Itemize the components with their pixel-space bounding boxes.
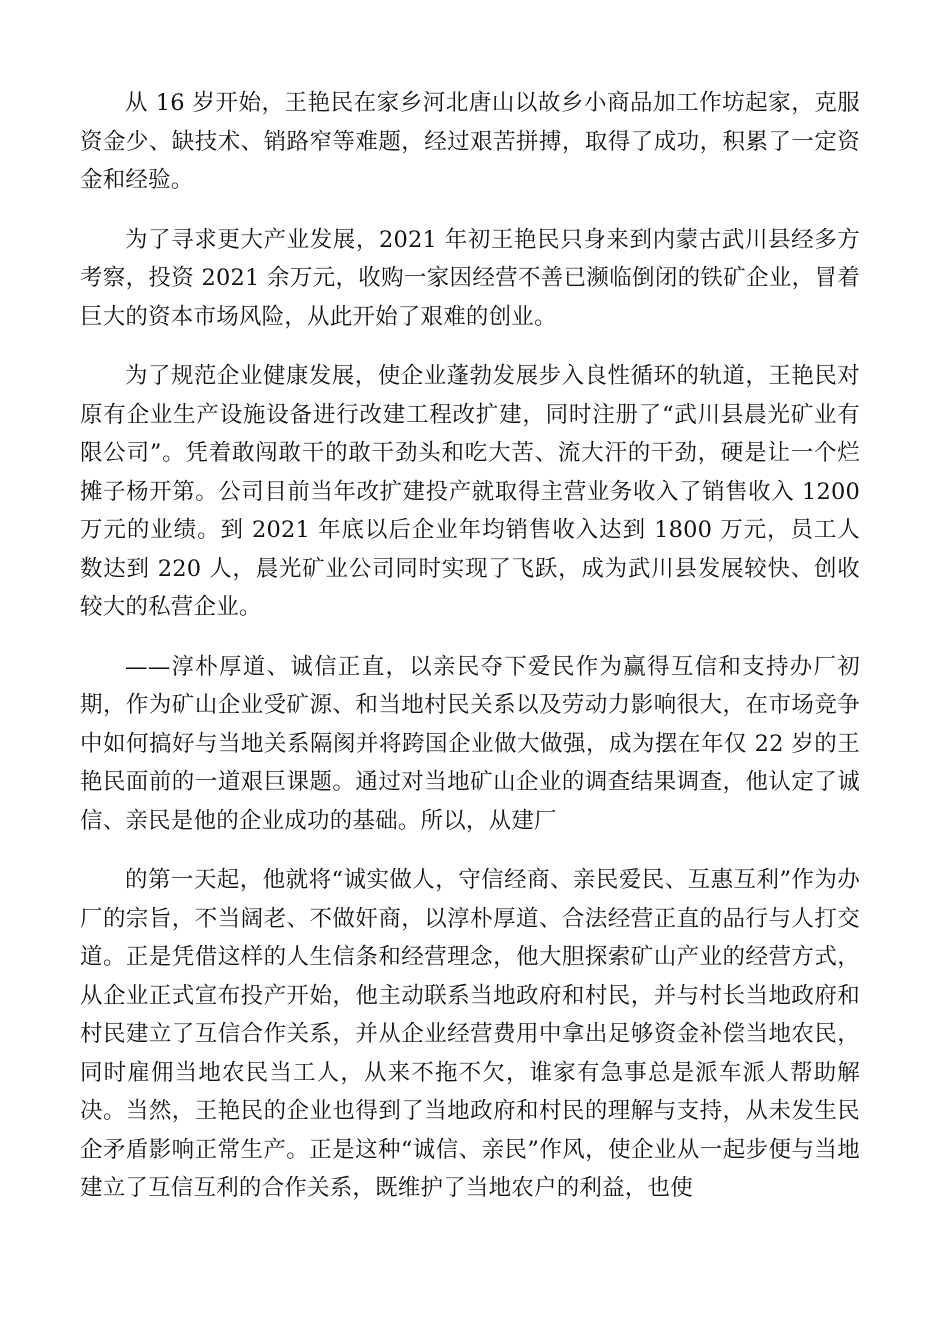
paragraph-2: 为了寻求更大产业发展，2021 年初王艳民只身来到内蒙古武川县经多方考察，投资 2021 余万元，收购一家因经营不善已濒临倒闭的铁矿企业，冒着巨大的资本市场风险，从此开始了艰难的创业。 <box>80 226 860 330</box>
paragraph-5: 的第一天起，他就将“诚实做人，守信经商、亲民爱民、互惠互利”作为办厂的宗旨，不当阔老、不做奸商，以淳朴厚道、合法经营正直的品行与人打交道。正是凭借这样的人生信条和经营理念，他大胆探索矿山产业的经营方式，从企业正式宣布投产开始，他主动联系当地政府和村民，并与村长当地政府和村民建立了互信合作关系，并从企业经营费用中拿出足够资金补偿当地农民，同时雇佣当地农民当工人，从来不拖不欠，谁家有急事总是派车派人帮助解决。当然，王艳民的企业也得到了当地政府和村民的理解与支持，从未发生民企矛盾影响正常生产。正是这种“诚信、亲民”作风，使企业从一起步便与当地建立了互信互利的合作关系，既维护了当地农户的利益，也使 <box>80 867 860 1201</box>
paragraph-4: ——淳朴厚道、诚信正直，以亲民夺下爱民作为赢得互信和支持办厂初期，作为矿山企业受矿源、和当地村民关系以及劳动力影响很大，在市场竞争中如何搞好与当地关系隔阂并将跨国企业做大做强，成为摆在年仅 22 岁的王艳民面前的一道艰巨课题。通过对当地矿山企业的调查结果调查，他认定了诚信、亲民是他的企业成功的基础。所以，从建厂 <box>80 653 860 834</box>
paragraph-3: 为了规范企业健康发展，使企业蓬勃发展步入良性循环的轨道，王艳民对原有企业生产设施设备进行改建工程改扩建，同时注册了“武川县晨光矿业有限公司”。凭着敢闯敢干的敢干劲头和吃大苦、流大汗的干劲，硬是让一个烂摊子杨开第。公司目前当年改扩建投产就取得主营业务收入了销售收入 1200 万元的业绩。到 2021 年底以后企业年均销售收入达到 1800 万元，员工人数达到 220 人，晨光矿业公司同时实现了飞跃，成为武川县发展较快、创收较大的私营企业。 <box>80 363 860 620</box>
paragraph-1: 从 16 岁开始，王艳民在家乡河北唐山以故乡小商品加工作坊起家，克服资金少、缺技术、销路窄等难题，经过艰苦拼搏，取得了成功，积累了一定资金和经验。 <box>80 90 860 193</box>
document-page <box>80 84 860 1229</box>
